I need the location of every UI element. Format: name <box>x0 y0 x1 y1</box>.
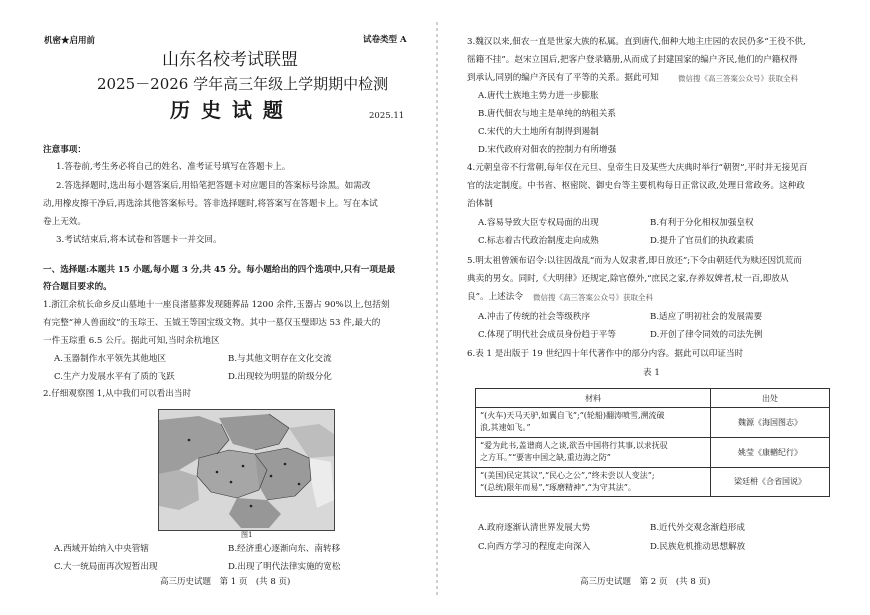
material-text: 之方耳。”“要害中国之缺,重边海之防” <box>480 453 611 463</box>
q5-stem: 良”。上述法令 <box>467 292 523 302</box>
q3-stem: 3.魏汉以来,佃农一直是世家大族的私属。直到唐代,佃种大地主庄园的农民仍多“王役不供, <box>467 37 806 47</box>
q2-option-a: A.西域开始纳入中央管辖 <box>54 544 149 554</box>
notes-line: 1.答卷前,考生务必将自己的姓名、准考证号填写在答题卡上。 <box>56 162 291 172</box>
page-divider <box>436 22 438 597</box>
q5-option-c: C.体现了明代社会成员身份趋于平等 <box>478 330 616 340</box>
q4-option-c: C.标志着古代政治制度走向成熟 <box>478 236 599 246</box>
table-cell-source: 梁廷枏《合省国说》 <box>711 467 830 497</box>
q4-option-a: A.容易导致大臣专权局面的出现 <box>478 218 599 228</box>
map-drawing <box>159 410 334 530</box>
table-cell-source: 姚莹《康輶纪行》 <box>711 437 830 467</box>
q5-stem: 5.明太祖曾颁布诏令:以往因战乱“而为人奴隶者,即日放还”;下令由朝廷代为赎还因饥荒而 <box>467 256 802 266</box>
page-footer-right: 高三历史试题 第 2 页 (共 8 页) <box>580 577 711 587</box>
q5-option-a: A.冲击了传统的社会等级秩序 <box>478 312 591 322</box>
q5-option-d: D.开创了律令同效的司法先例 <box>650 330 763 340</box>
exam-date: 2025.11 <box>369 111 405 121</box>
q6-stem: 6.表 1 是出版于 19 世纪四十年代著作中的部分内容。据此可以印证当时 <box>467 349 744 359</box>
q4-stem: 4.元朝皇帝不行常朝,每年仅在元旦、皇帝生日及某些大庆典时举行“朝贺”,平时并无接见百 <box>467 163 808 173</box>
material-text: 浪,其速如飞。” <box>480 423 531 433</box>
q6-option-d: D.民族危机推动思想解放 <box>650 542 746 552</box>
material-text: “爱为此书,盖谱商人之谈,欲吾中国将行其事,以求抚驭 <box>480 440 668 450</box>
q3-stem: 到承认,同别的编户齐民有了平等的关系。据此可知 <box>467 73 659 83</box>
source-table <box>475 388 830 497</box>
q1-stem: 1.浙江余杭长命乡反山墓地十一座良渚墓葬发现随葬品 1200 余件,玉器占 90%以上,包括刻 <box>43 300 390 310</box>
q6-option-c: C.向西方学习的程度走向深入 <box>478 542 591 552</box>
watermark-text: 微信搜《高三答案公众号》获取全科 <box>678 74 798 83</box>
q5-option-b: B.适应了明初社会的发展需要 <box>650 312 763 322</box>
q6-option-a: A.政府逐渐认清世界发展大势 <box>478 523 591 533</box>
table-cell-source: 魏源《海国图志》 <box>711 408 830 438</box>
notes-line: 2.答选择题时,选出每小题答案后,用铅笔把答题卡对应题目的答案标号涂黑。如需改 <box>56 181 371 191</box>
q3-option-c: C.宋代的大土地所有制得到遏制 <box>478 127 599 137</box>
q1-option-b: B.与其他文明存在文化交流 <box>228 354 332 364</box>
notes-line: 3.考试结束后,将本试卷和答题卡一并交回。 <box>56 235 222 245</box>
q1-option-a: A.玉器制作水平领先其他地区 <box>54 354 167 364</box>
table-cell-material <box>476 437 711 467</box>
notes-line: 卷上无效。 <box>43 217 86 227</box>
notes-title: 注意事项： <box>43 145 86 155</box>
watermark-text: 微信搜《高三答案公众号》获取全科 <box>533 293 653 302</box>
section-heading: 一、选择题:本题共 15 小题,每小题 3 分,共 45 分。每小题给出的四个选项中,只有一项是最 <box>43 265 396 275</box>
q2-option-c: C.大一统局面再次短暂出现 <box>54 562 158 572</box>
q1-stem: 有完整“神人兽面纹”的玉琮王、玉钺王等国宝级文物。其中一墓仅玉璧即达 53 件,最大的 <box>43 318 381 328</box>
exam-title: 2025－2026 学年高三年级上学期期中检测 <box>97 75 389 93</box>
q4-option-b: B.有利于分化相权加强皇权 <box>650 218 754 228</box>
material-text: “(总统)限年而易”,“琢磨精神”,“为守其法”。 <box>480 482 636 492</box>
q2-option-b: B.经济重心逐渐向东、南转移 <box>228 544 341 554</box>
notes-line: 动,用橡皮擦干净后,再选涂其他答案标号。答非选择题时,将答案写在答题卡上。写在本试 <box>43 199 378 209</box>
table-title: 表 1 <box>643 368 660 378</box>
secret-label: 机密★启用前 <box>44 36 96 46</box>
q3-option-a: A.唐代士族地主势力进一步膨胀 <box>478 91 599 101</box>
q4-stem: 官的法定制度。中书省、枢密院、御史台等主要机构每日正常议政,处理日常政务。这种政 <box>467 181 805 191</box>
q4-stem: 治体制 <box>467 199 493 209</box>
table-header-material: 材料 <box>476 389 711 408</box>
q3-option-d: D.宋代政府对佃农的控制力有所增强 <box>478 145 617 155</box>
q1-option-d: D.出现较为明显的阶级分化 <box>228 372 332 382</box>
table-header-row <box>476 389 830 408</box>
q2-stem: 2.仔细观察图 1,从中我们可以看出当时 <box>43 389 192 399</box>
section-heading: 符合题目要求的。 <box>43 282 112 292</box>
historical-map-figure <box>158 409 335 531</box>
exam-org-title: 山东名校考试联盟 <box>162 50 298 70</box>
material-text: “(美国)民定其议”,“民心之公”,“终未尝以人变法”; <box>480 470 655 480</box>
q2-option-d: D.出现了明代法律实施的宽松 <box>228 562 341 572</box>
q6-option-b: B.近代外交观念渐趋形成 <box>650 523 745 533</box>
table-row <box>476 408 830 438</box>
table-header-source: 出处 <box>711 389 830 408</box>
page-footer-left: 高三历史试题 第 1 页 (共 8 页) <box>160 577 291 587</box>
table-row <box>476 437 830 467</box>
q1-stem: 一件玉琮重 6.5 公斤。据此可知,当时余杭地区 <box>43 336 220 346</box>
material-text: “(火车)天马天驴,如翼自飞”;“(轮船)翻涛喷雪,溯流破 <box>480 411 665 420</box>
q3-stem: 徭籍不挂”。赵宋立国后,把客户登录籍册,从而成了封建国家的编户齐民,他们的户籍权得 <box>467 55 798 65</box>
q3-option-b: B.唐代佃农与地主是单纯的纳租关系 <box>478 109 616 119</box>
subject-title: 历 史 试 题 <box>170 98 285 122</box>
figure-caption: 图1 <box>241 531 253 539</box>
paper-type-label: 试卷类型 A <box>363 35 407 45</box>
table-row <box>476 467 830 497</box>
q5-stem: 典卖的男女。同时,《大明律》还规定,除官僚外,“庶民之家,存养奴婢者,杖一百,即放从 <box>467 274 789 284</box>
q1-option-c: C.生产力发展水平有了质的飞跃 <box>54 372 175 382</box>
q4-option-d: D.提升了官员们的执政素质 <box>650 236 754 246</box>
table-cell-material <box>476 467 711 497</box>
table-cell-material <box>476 408 711 438</box>
